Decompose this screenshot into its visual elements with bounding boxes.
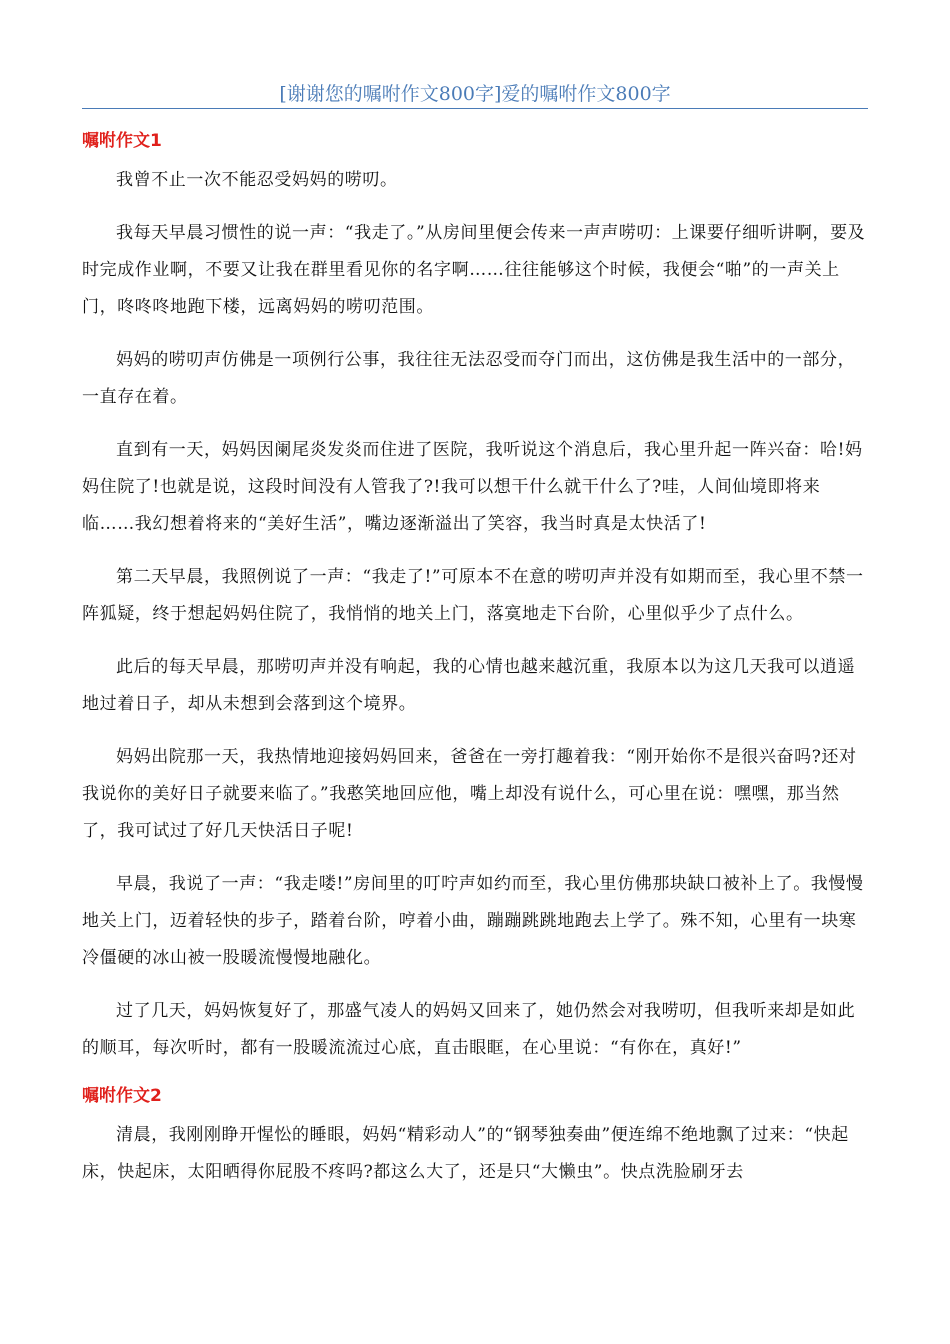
paragraph: 我曾不止一次不能忍受妈妈的唠叨。 bbox=[116, 170, 398, 190]
document-header-title: [谢谢您的嘱咐作文800字]爱的嘱咐作文800字 bbox=[279, 83, 671, 105]
paragraph: 妈妈的唠叨声仿佛是一项例行公事，我往往无法忍受而夺门而出，这仿佛是我生活中的一部分，一直存在着。 bbox=[82, 350, 856, 407]
header-divider bbox=[82, 108, 868, 109]
paragraph: 直到有一天，妈妈因阑尾炎发炎而住进了医院，我听说这个消息后，我心里升起一阵兴奋：哈!妈妈住院了!也就是说，这段时间没有人管我了?!我可以想干什么就干什么了?哇，人间仙境即将来临……我幻想着将来的“美好生活”，嘴边逐渐溢出了笑容，我当时真是太快活了! bbox=[82, 440, 863, 534]
paragraph: 早晨，我说了一声：“我走喽!”房间里的叮咛声如约而至，我心里仿佛那块缺口被补上了。我慢慢地关上门，迈着轻快的步子，踏着台阶，哼着小曲，蹦蹦跳跳地跑去上学了。殊不知，心里有一块寒冷僵硬的冰山被一股暖流慢慢地融化。 bbox=[82, 874, 864, 968]
paragraph: 妈妈出院那一天，我热情地迎接妈妈回来，爸爸在一旁打趣着我：“刚开始你不是很兴奋吗?还对我说你的美好日子就要来临了。”我憨笑地回应他，嘴上却没有说什么，可心里在说：嘿嘿，那当然了，我可试过了好几天快活日子呢! bbox=[82, 747, 857, 841]
document-body bbox=[82, 128, 868, 1207]
paragraph: 我每天早晨习惯性的说一声：“我走了。”从房间里便会传来一声声唠叨：上课要仔细听讲啊，要及时完成作业啊，不要又让我在群里看见你的名字啊……往往能够这个时候，我便会“啪”的一声关上门，咚咚咚地跑下楼，远离妈妈的唠叨范围。 bbox=[82, 223, 866, 317]
paragraph: 过了几天，妈妈恢复好了，那盛气凌人的妈妈又回来了，她仍然会对我唠叨，但我听来却是如此的顺耳，每次听时，都有一股暖流流过心底，直击眼眶，在心里说：“有你在，真好!” bbox=[82, 1001, 856, 1058]
paragraph: 第二天早晨，我照例说了一声：“我走了!”可原本不在意的唠叨声并没有如期而至，我心里不禁一阵狐疑，终于想起妈妈住院了，我悄悄的地关上门，落寞地走下台阶，心里似乎少了点什么。 bbox=[82, 567, 864, 624]
paragraph: 清晨，我刚刚睁开惺忪的睡眼，妈妈“精彩动人”的“钢琴独奏曲”便连绵不绝地飘了过来：“快起床，快起床，太阳晒得你屁股不疼吗?都这么大了，还是只“大懒虫”。快点洗脸刷牙去 bbox=[82, 1125, 849, 1182]
section-heading-1: 嘱咐作文1 bbox=[82, 131, 162, 151]
section-heading-2: 嘱咐作文2 bbox=[82, 1086, 162, 1106]
paragraph: 此后的每天早晨，那唠叨声并没有响起，我的心情也越来越沉重，我原本以为这几天我可以逍遥地过着日子，却从未想到会落到这个境界。 bbox=[82, 657, 856, 714]
